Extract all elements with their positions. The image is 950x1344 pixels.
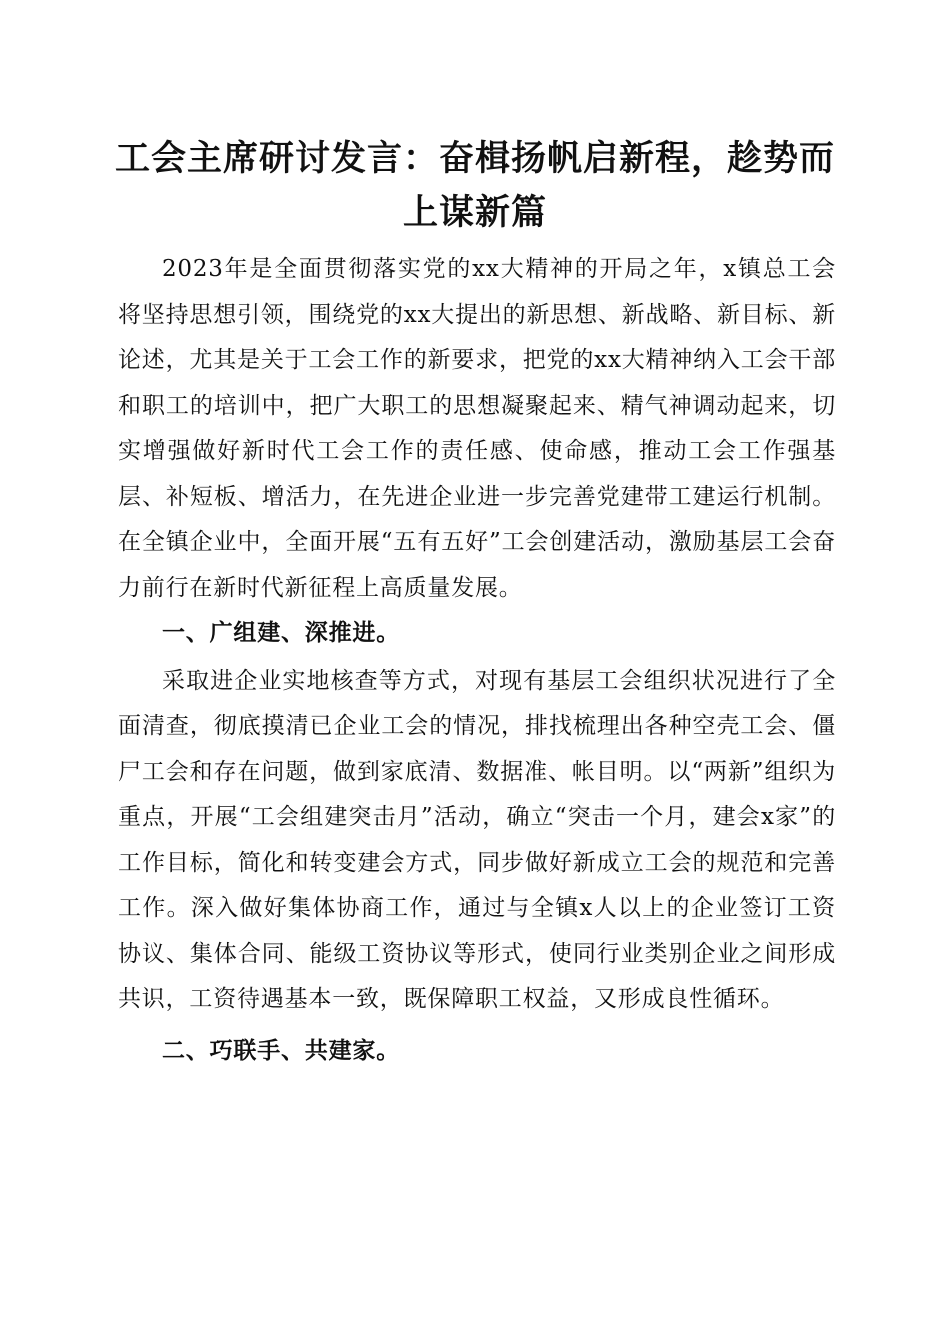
section-heading-2: 二、巧联手、共建家。 xyxy=(162,1037,400,1064)
section-1-paragraph: 采取进企业实地核查等方式，对现有基层工会组织状况进行了全面清查，彻底摸清已企业工会的情况，排找梳理出各种空壳工会、僵尸工会和存在问题，做到家底清、数据准、帐目明。以“两新”组织为重点，开展“工会组建突击月”活动，确立“突击一个月，建会x家”的工作目标，简化和转变建会方式，同步做好新成立工会的规范和完善工作。深入做好集体协商工作，通过与全镇x人以上的企业签订工资协议、集体合同、能级工资协议等形式，使同行业类别企业之间形成共识，工资待遇基本一致，既保障职工权益，又形成良性循环。 xyxy=(118,667,836,1012)
section-heading-1: 一、广组建、深推进。 xyxy=(162,620,400,646)
document-title: 工会主席研讨发言：奋楫扬帆启新程，趁势而上谋新篇 xyxy=(114,138,835,233)
intro-paragraph: 2023年是全面贯彻落实党的xx大精神的开局之年，x镇总工会将坚持思想引领，围绕党的xx大提出的新思想、新战略、新目标、新论述，尤其是关于工会工作的新要求，把党的xx大精神纳入工会干部和职工的培训中，把广大职工的思想凝聚起来、精气神调动起来，切实增强做好新时代工会工作的责任感、使命感，推动工会工作强基层、补短板、增活力，在先进企业进一步完善党建带工建运行机制。在全镇企业中，全面开展“五有五好”工会创建活动，激励基层工会奋力前行在新时代新征程上高质量发展。 xyxy=(118,256,836,601)
document-body xyxy=(118,247,836,1074)
